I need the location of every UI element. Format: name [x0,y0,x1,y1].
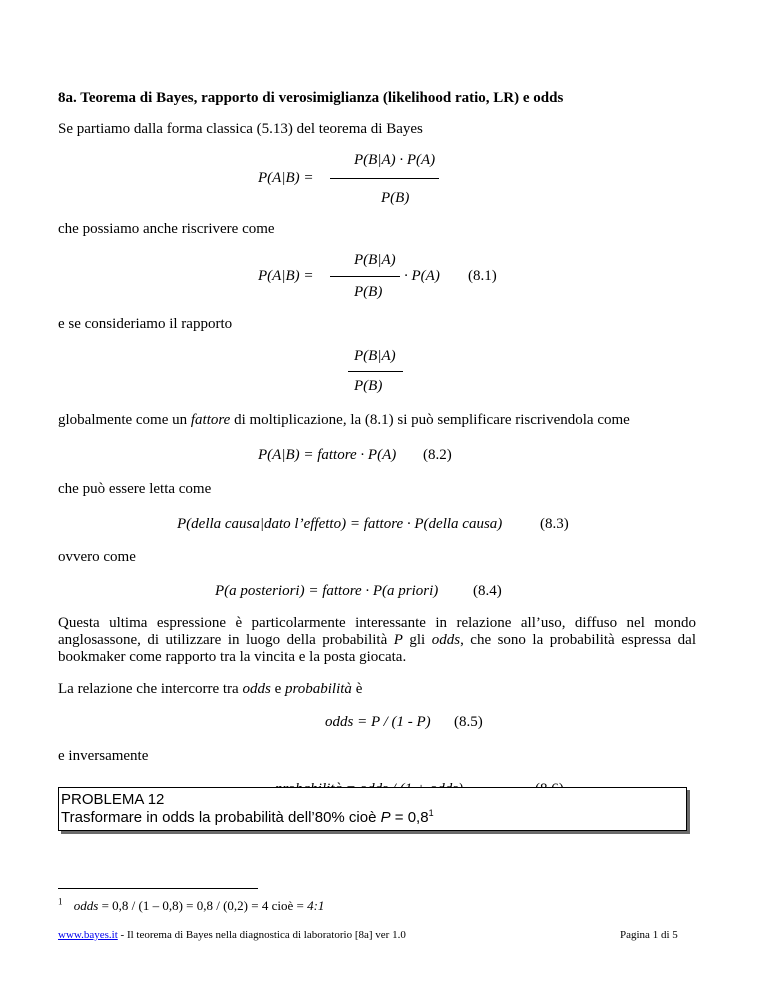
equation-lhs: P(A|B) = [258,268,314,284]
fraction-bar [348,371,403,372]
paragraph-inverse: e inversamente [58,748,149,764]
ratio-numerator: P(B|A) [354,348,396,364]
footnote-mark: 1 [58,896,63,907]
equation-8-3: P(della causa|dato l’effetto) = fattore · P(della causa) [177,516,503,532]
equation-number: (8.2) [423,447,452,463]
paragraph-intro: Se partiamo dalla forma classica (5.13) del teorema di Bayes [58,121,423,137]
paragraph-or: ovvero come [58,549,136,565]
problem-title: PROBLEMA 12 [61,791,165,808]
page-footer [58,927,406,944]
paragraph-factor: globalmente come un fattore di moltiplicazione, la (8.1) si può semplificare riscrivendola come [58,412,630,428]
paragraph-read: che può essere letta come [58,481,212,497]
equation-numerator: P(B|A) · P(A) [354,152,436,168]
equation-8-2: P(A|B) = fattore · P(A) [258,447,397,463]
emphasis: fattore [190,412,231,428]
ratio-denominator: P(B) [354,378,383,394]
paragraph-odds: Questa ultima espressione è particolarmente interessante in relazione all’uso, diffuso nel mondo anglosassone, di utilizzare in luogo della probabilità P gli odds, che sono la probabilità espressa dal bookmaker come rapporto tra la vincita e la posta giocata. [58,615,696,665]
equation-denominator: P(B) [381,190,410,206]
footnote-reference[interactable]: 1 [428,808,434,818]
fraction-bar [330,276,400,277]
equation-denominator: P(B) [354,284,383,300]
equation-8-5: odds = P / (1 - P) [325,714,431,730]
equation-rhs: · P(A) [404,268,440,284]
equation-number: (8.5) [454,714,483,730]
equation-numerator: P(B|A) [354,252,396,268]
paragraph-relation: La relazione che intercorre tra odds e probabilità è [58,681,363,697]
section-heading: 8a. Teorema di Bayes, rapporto di verosimiglianza (likelihood ratio, LR) e odds [58,90,564,106]
equation-number: (8.4) [473,583,502,599]
problem-text: Trasformare in odds la probabilità dell’80% cioè $P = 0,8^1$ [61,808,434,826]
equation-8-4: P(a posteriori) = fattore · P(a priori) [215,583,439,599]
equation-number: (8.3) [540,516,569,532]
fraction-bar [330,178,439,179]
equation-lhs: P(A|B) = [258,170,314,186]
problem-box [58,787,687,831]
footnote-separator [58,888,258,889]
page-number: Pagina 1 di 5 [620,929,678,941]
paragraph-rewrite: che possiamo anche riscrivere come [58,221,275,237]
equation-number: (8.1) [468,268,497,284]
paragraph-ratio: e se consideriamo il rapporto [58,316,233,332]
footer-text: - Il teorema di Bayes nella diagnostica di laboratorio [8a] ver 1.0 [117,929,406,941]
footnote: $^1$ odds = 0,8 / (1 – 0,8) = 0,8 / (0,2) = 4 cioè = 4:1 [58,896,325,913]
website-link[interactable]: www.bayes.it [58,929,118,941]
